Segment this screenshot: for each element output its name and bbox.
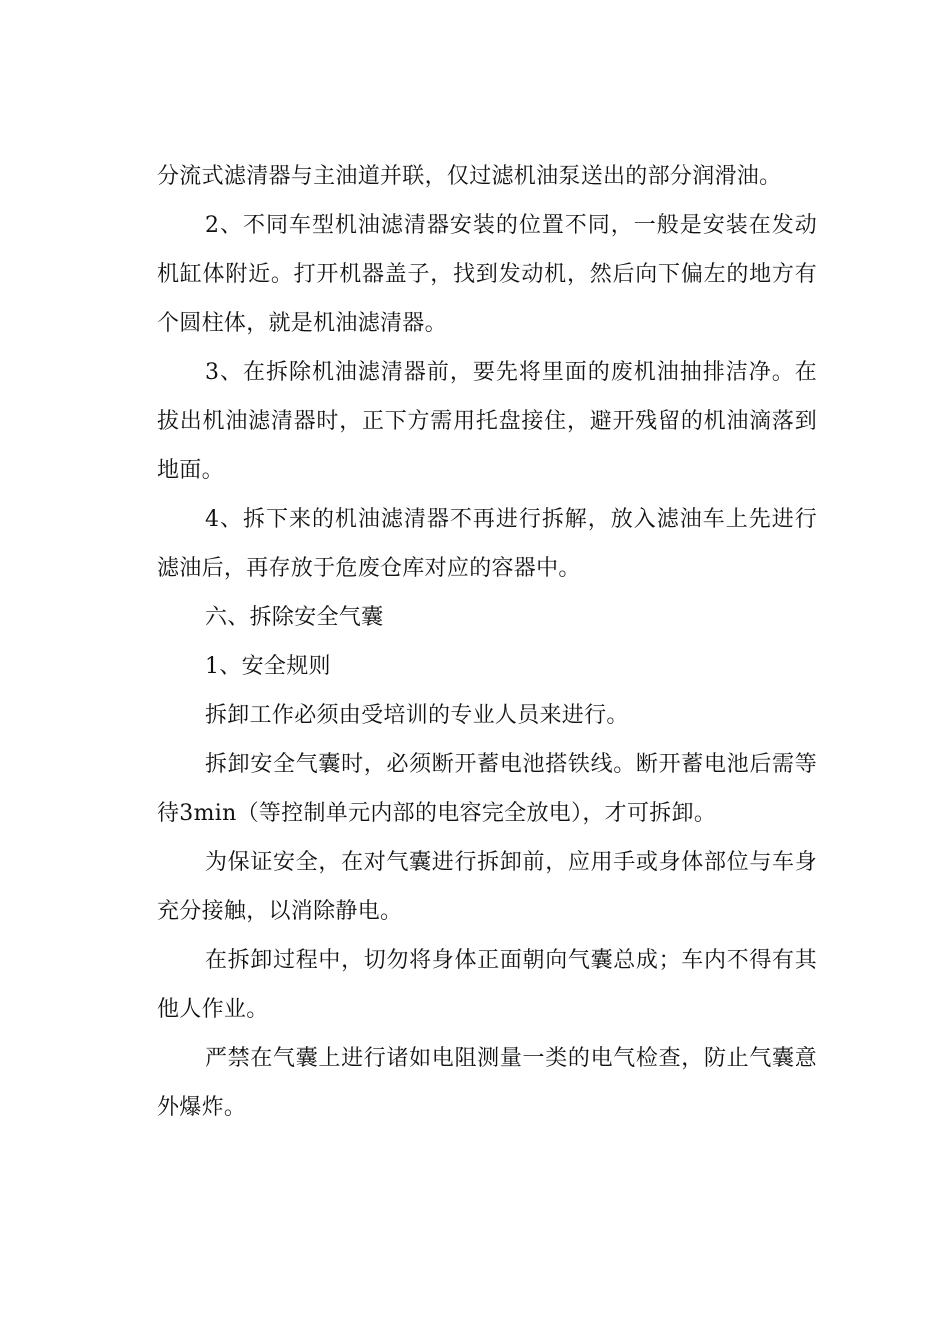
paragraph-static-discharge: 为保证安全，在对气囊进行拆卸前，应用手或身体部位与车身充分接触，以消除静电。 <box>157 850 817 924</box>
paragraph-oil-filter-disposal: 4、拆下来的机油滤清器不再进行拆解，放入滤油车上先进行滤油后，再存放于危废仓库对应的容器中。 <box>157 507 817 581</box>
paragraph-oil-filter-location: 2、不同车型机油滤清器安装的位置不同，一般是安装在发动机缸体附近。打开机器盖子，找到发动机，然后向下偏左的地方有个圆柱体，就是机油滤清器。 <box>157 213 817 336</box>
paragraph-oil-filter-removal: 3、在拆除机油滤清器前，要先将里面的废机油抽排洁净。在拔出机油滤清器时，正下方需用托盘接住，避开残留的机油滴落到地面。 <box>157 360 817 483</box>
document-body <box>157 152 817 1132</box>
section-heading-airbag-removal: 六、拆除安全气囊 <box>205 605 384 630</box>
paragraph-oil-filter-bypass: 分流式滤清器与主油道并联，仅过滤机油泵送出的部分润滑油。 <box>157 164 782 189</box>
paragraph-no-electrical-test: 严禁在气囊上进行诸如电阻测量一类的电气检查，防止气囊意外爆炸。 <box>157 1046 817 1120</box>
paragraph-trained-personnel: 拆卸工作必须由受培训的专业人员来进行。 <box>205 703 629 728</box>
subsection-heading-safety-rules: 1、安全规则 <box>205 654 331 679</box>
paragraph-body-orientation: 在拆卸过程中，切勿将身体正面朝向气囊总成；车内不得有其他人作业。 <box>157 948 817 1022</box>
paragraph-disconnect-battery: 拆卸安全气囊时，必须断开蓄电池搭铁线。断开蓄电池后需等待3min（等控制单元内部的电容完全放电），才可拆卸。 <box>157 752 817 826</box>
